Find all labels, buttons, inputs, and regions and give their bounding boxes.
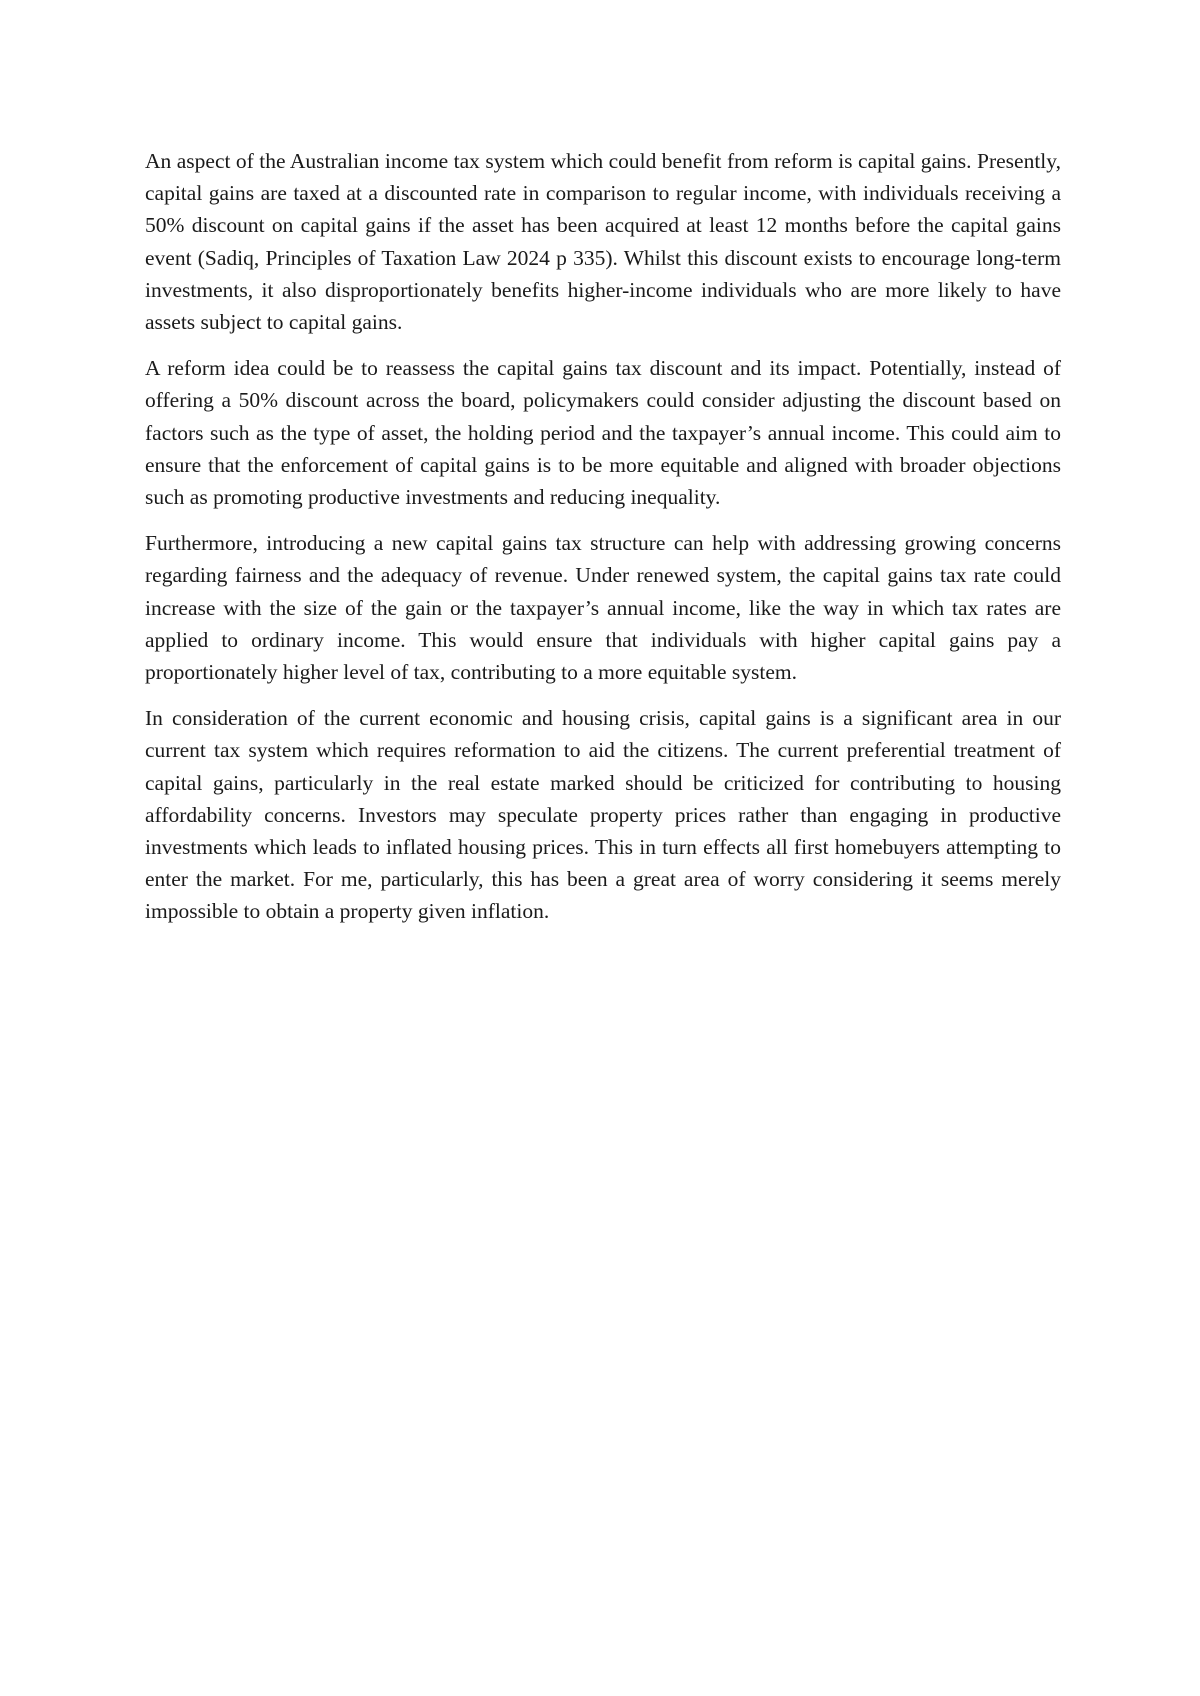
paragraph-housing-crisis: In consideration of the current economic and housing crisis, capital gains is a significant area in our current tax system which requires reformation to aid the citizens. The current preferential treatment of capital gains, particularly in the real estate marked should be criticized for contributing to housing affordability concerns. Investors may speculate property prices rather than engaging in productive investments which leads to inflated housing prices. This in turn effects all first homebuyers attempting to enter the market. For me, particularly, this has been a great area of worry considering it seems merely impossible to obtain a property given inflation. [145,706,1061,924]
paragraph-reform-idea: A reform idea could be to reassess the capital gains tax discount and its impact. Potentially, instead of offering a 50% discount across the board, policymakers could consider adjusting the discount based on factors such as the type of asset, the holding period and the taxpayer’s annual income. This could aim to ensure that the enforcement of capital gains is to be more equitable and aligned with broader objections such as promoting productive investments and reducing inequality. [145,356,1061,510]
paragraph-capital-gains-intro: An aspect of the Australian income tax system which could benefit from reform is capital gains. Presently, capital gains are taxed at a discounted rate in comparison to regular income, with individuals receiving a 50% discount on capital gains if the asset has been acquired at least 12 months before the capital gains event (Sadiq, Principles of Taxation Law 2024 p 335). Whilst this discount exists to encourage long-term investments, it also disproportionately benefits higher-income individuals who are more likely to have assets subject to capital gains. [145,149,1061,335]
document-body [145,145,1061,942]
paragraph-new-tax-structure: Furthermore, introducing a new capital gains tax structure can help with addressing growing concerns regarding fairness and the adequacy of revenue. Under renewed system, the capital gains tax rate could increase with the size of the gain or the taxpayer’s annual income, like the way in which tax rates are applied to ordinary income. This would ensure that individuals with higher capital gains pay a proportionately higher level of tax, contributing to a more equitable system. [145,531,1061,685]
